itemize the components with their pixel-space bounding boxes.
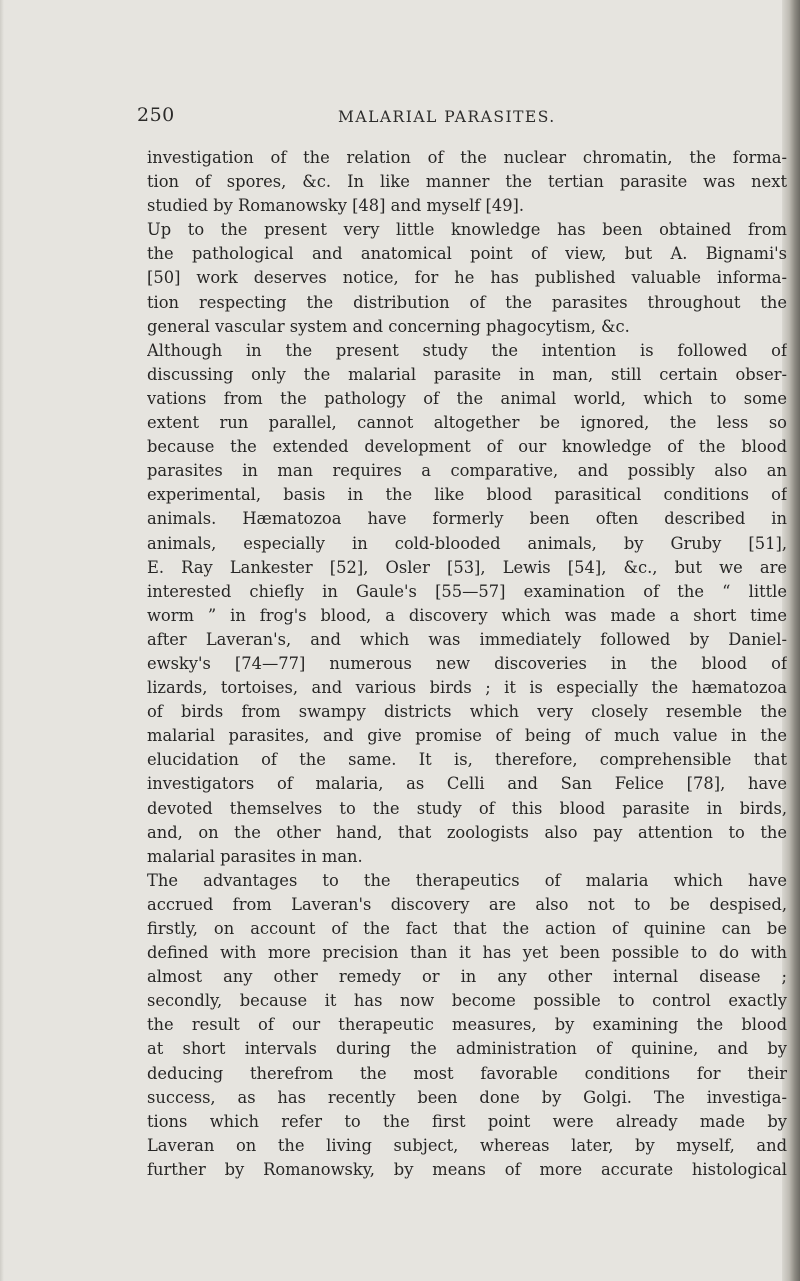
text-line: after Laveran's, and which was immediately followed by Daniel- [147, 629, 787, 649]
text-line: because the extended development of our knowledge of the blood [147, 437, 787, 457]
text-line: tion respecting the distribution of the parasites throughout the [147, 292, 787, 312]
text-line: secondly, because it has now become possible to control exactly [147, 991, 787, 1011]
text-line: accrued from Laveran's discovery are also not to be despised, [147, 894, 787, 914]
text-line: animals. Hæmatozoa have formerly been often described in [147, 509, 787, 529]
text-line: tions which refer to the first point were already made by [147, 1111, 787, 1131]
running-title: MALARIAL PARASITES. [338, 108, 556, 126]
text-line: investigation of the relation of the nuclear chromatin, the forma- [147, 148, 787, 167]
text-line: Although in the present study the intention is followed of [147, 340, 787, 360]
text-line: Up to the present very little knowledge has been obtained from [147, 220, 787, 240]
text-line: at short intervals during the administration of quinine, and by [147, 1039, 787, 1059]
text-line: of birds from swampy districts which very closely resemble the [147, 702, 787, 722]
text-line: almost any other remedy or in any other internal disease ; [147, 967, 787, 987]
text-line: further by Romanowsky, by means of more accurate histological [147, 1159, 787, 1179]
text-line: interested chiefly in Gaule's [55—57] examination of the “ little [147, 581, 787, 601]
text-line: malarial parasites in man. [147, 846, 363, 866]
text-line: lizards, tortoises, and various birds ; it is especially the hæmatozoa [147, 678, 787, 698]
text-line: Laveran on the living subject, whereas later, by myself, and [147, 1135, 787, 1155]
page-number: 250 [137, 104, 175, 126]
page-header [0, 104, 800, 134]
text-line: animals, especially in cold-blooded animals, by Gruby [51], [147, 533, 787, 553]
text-line: general vascular system and concerning phagocytism, &c. [147, 316, 630, 336]
text-line: studied by Romanowsky [48] and myself [49]. [147, 196, 525, 216]
text-line: firstly, on account of the fact that the action of quinine can be [147, 919, 787, 938]
text-line: and, on the other hand, that zoologists also pay attention to the [147, 822, 787, 842]
text-line: the result of our therapeutic measures, by examining the blood [147, 1015, 787, 1035]
text-line: devoted themselves to the study of this blood parasite in birds, [147, 798, 787, 818]
text-line: parasites in man requires a comparative, and possibly also an [147, 461, 787, 481]
text-line: vations from the pathology of the animal world, which to some [147, 388, 787, 408]
text-line: success, as has recently been done by Golgi. The investiga- [147, 1087, 787, 1107]
body-text [147, 146, 787, 1182]
text-line: ewsky's [74—77] numerous new discoveries in the blood of [147, 653, 787, 673]
text-line: experimental, basis in the like blood parasitical conditions of [147, 485, 787, 505]
text-line: The advantages to the therapeutics of malaria which have [147, 870, 787, 890]
text-line: the pathological and anatomical point of view, but A. Bignami's [147, 244, 787, 264]
text-line: deducing therefrom the most favorable conditions for their [147, 1063, 787, 1083]
text-line: tion of spores, &c. In like manner the tertian parasite was next [147, 172, 787, 192]
text-line: [50] work deserves notice, for he has published valuable informa- [147, 268, 787, 288]
text-line: elucidation of the same. It is, therefore, comprehensible that [147, 750, 787, 770]
text-line: malarial parasites, and give promise of being of much value in the [147, 726, 787, 746]
text-line: investigators of malaria, as Celli and San Felice [78], have [147, 774, 787, 794]
text-line: discussing only the malarial parasite in man, still certain obser- [147, 364, 787, 384]
text-line: E. Ray Lankester [52], Osler [53], Lewis [54], &c., but we are [147, 557, 787, 577]
text-line: extent run parallel, cannot altogether be ignored, the less so [147, 413, 787, 433]
text-line: defined with more precision than it has yet been possible to do with [147, 943, 787, 963]
text-line: worm ” in frog's blood, a discovery which was made a short time [147, 605, 787, 625]
page-left-edge [0, 0, 4, 1281]
